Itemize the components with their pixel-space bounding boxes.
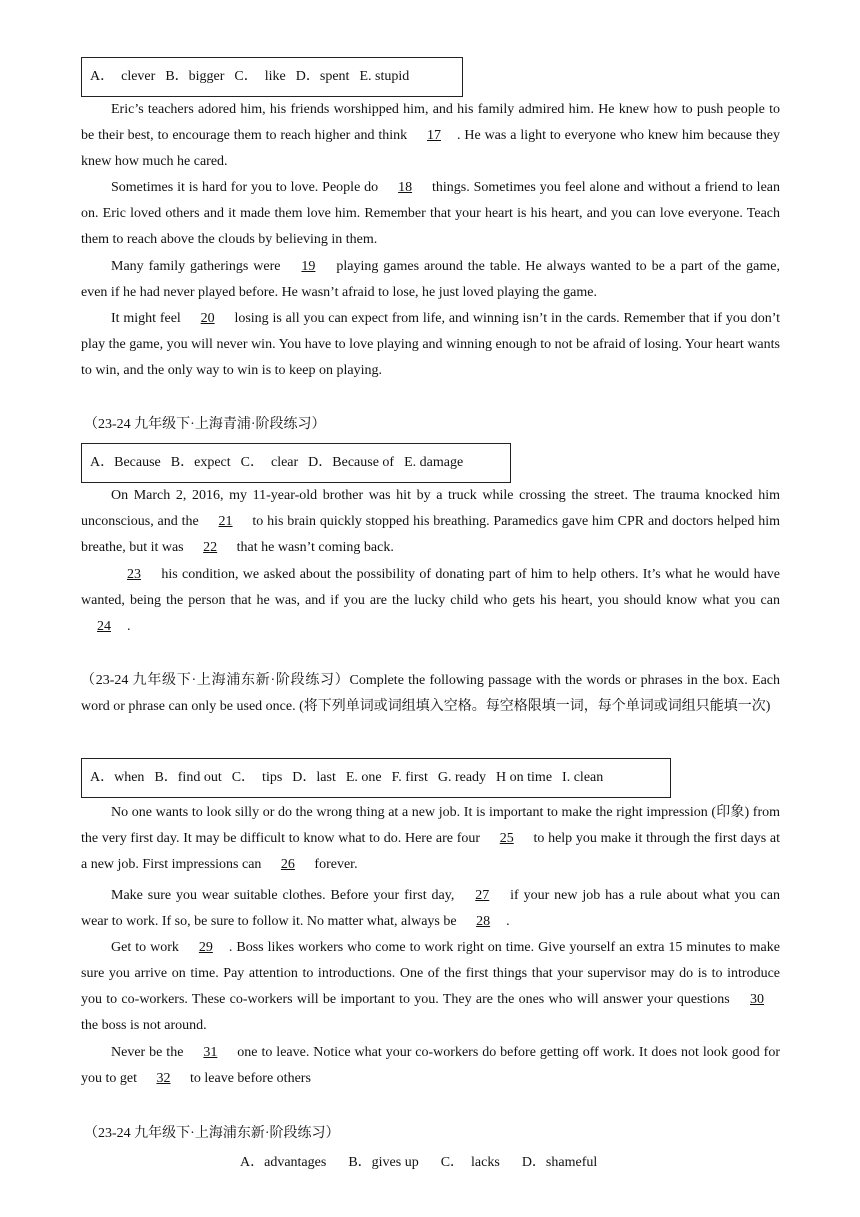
word-option: E. damage [404,455,464,470]
word-box-3 [81,758,671,798]
answer-choices-4 [240,1151,619,1171]
paragraph-text: Never be the [111,1045,188,1060]
paragraph-text: playing games around the table. He always wanted to be a part of the game, even if he had never played before. He wasn’t afraid to lose, he just loved playing the game. [81,259,780,300]
blank-number: 32 [156,1071,171,1086]
word-option: G. ready [437,770,487,785]
paragraph-text: It might feel [111,311,185,326]
paragraph-text: to leave before others [186,1071,311,1086]
word-option: F. first [391,770,428,785]
blank-number: 27 [475,888,490,903]
paragraph-text: No one wants to look silly or do the wrong thing at a new job. It is important to make the right impression (印象) from the very first day. It may be difficult to know what to do. Here are four [81,805,780,846]
word-option: A．Because [90,455,161,470]
paragraph [81,1040,780,1092]
blank-number: 31 [203,1045,218,1060]
word-option: I. clean [562,770,604,785]
word-option: D．Because of [308,455,395,470]
source-label-4: （23-24 九年级下·上海浦东新·阶段练习） [84,1126,340,1141]
blank-number: 29 [198,940,213,955]
word-option: A． clever [90,69,156,84]
paragraph [81,883,780,935]
word-box-2 [81,443,511,483]
paragraph-text: . [127,619,131,634]
paragraph-text: Many family gatherings were [111,259,286,274]
paragraph-text: Get to work [111,940,183,955]
choice-option: D．shameful [521,1155,598,1170]
blank-number: 28 [476,914,491,929]
paragraph-text: losing is all you can expect from life, and winning isn’t in the cards. Remember that if you don’t play the game, you will never win. You have to love playing and winning enough to not be afraid of losing. Your heart wants to win, and the only way to win is to keep on playing. [81,311,780,378]
paragraph [81,800,780,878]
blank-number: 30 [750,992,764,1007]
paragraph-text: that he wasn’t coming back. [233,540,394,555]
source-label-2: （23-24 九年级下·上海青浦·阶段练习） [84,417,326,432]
paragraph-text: one to leave. Notice what your co-workers do before getting off work. It does not look good for you to get [81,1045,780,1086]
word-box-1 [81,57,463,97]
word-option: D．spent [295,69,350,84]
word-option: C． tips [231,770,283,785]
paragraph [81,306,780,384]
paragraph [81,562,780,640]
word-option: E. one [345,770,382,785]
blank-number: 24 [97,619,111,634]
word-option: B．find out [154,770,222,785]
choice-option: A．advantages [240,1155,327,1170]
paragraph-text: Sometimes it is hard for you to love. People do [111,180,383,195]
blank-number: 22 [203,540,218,555]
paragraph [81,483,780,561]
word-option: E. stupid [359,69,410,84]
paragraph-text: On March 2, 2016, my 11-year-old brother was hit by a truck while crossing the street. The trauma knocked him unconscious, and the [81,488,780,529]
paragraph-text: the boss is not around. [81,1018,207,1033]
paragraph-text: to his brain quickly stopped his breathing. Paramedics gave him CPR and doctors helped him breathe, but it was [81,514,780,555]
paragraph-text: things. Sometimes you feel alone and without a friend to lean on. Eric loved others and it made them love him. Remember that your heart is his heart, and you can love everyone. Teach them to reach above the clouds by believing in them. [81,180,780,247]
choice-option: C． lacks [440,1155,500,1170]
choice-option: B．gives up [348,1155,419,1170]
paragraph-text: his condition, we asked about the possibility of donating part of him to help others. It’s what he would have wanted, being the person that he was, and if you are the lucky child who gets his heart, you should know what you can [81,567,780,608]
blank-number: 21 [218,514,233,529]
paragraph-text: Eric’s teachers adored him, his friends worshipped him, and his family admired him. He knew how to push people to be their best, to encourage them to reach higher and think [81,102,780,143]
blank-number: 26 [280,857,295,872]
word-option: H on time [496,770,553,785]
paragraph [81,175,780,253]
word-option: A．when [90,770,145,785]
word-option: D．last [292,770,336,785]
paragraph-text: . He was a light to everyone who knew him because they knew how much he cared. [81,128,780,169]
word-option: C． like [234,69,286,84]
blank-number: 17 [426,128,441,143]
paragraph [81,97,780,175]
source-label-3: （23-24 九年级下·上海浦东新·阶段练习）Complete the following passage with the words or phrases in the box. Each word or phrase can only be used once. (将下列单词或词组填入空格。每空格限填一词，每个单词或词组只能填一次) [81,673,780,714]
word-option: B．bigger [165,69,225,84]
paragraph-text: forever. [310,857,358,872]
paragraph-text: if your new job has a rule about what you can wear to work. If so, be sure to follow it. No matter what, always be [81,888,780,929]
blank-number: 19 [301,259,316,274]
paragraph-text: . Boss likes workers who come to work right on time. Give yourself an extra 15 minutes to make sure you arrive on time. Pay attention to introductions. One of the first things that your supervisor may do is to introduce you to co-workers. These co-workers will be important to you. They are the ones who will answer your questions [81,940,780,1007]
word-option: B．expect [170,455,231,470]
blank-number: 18 [398,180,413,195]
blank-number: 20 [200,311,215,326]
paragraph-text: Make sure you wear suitable clothes. Before your first day, [111,888,460,903]
word-option: C． clear [240,455,299,470]
blank-number: 23 [127,567,141,582]
paragraph [81,935,780,1039]
blank-number: 25 [499,831,514,846]
paragraph [81,254,780,306]
paragraph-text: . [506,914,510,929]
paragraph-text: to help you make it through the first days at a new job. First impressions can [81,831,780,872]
